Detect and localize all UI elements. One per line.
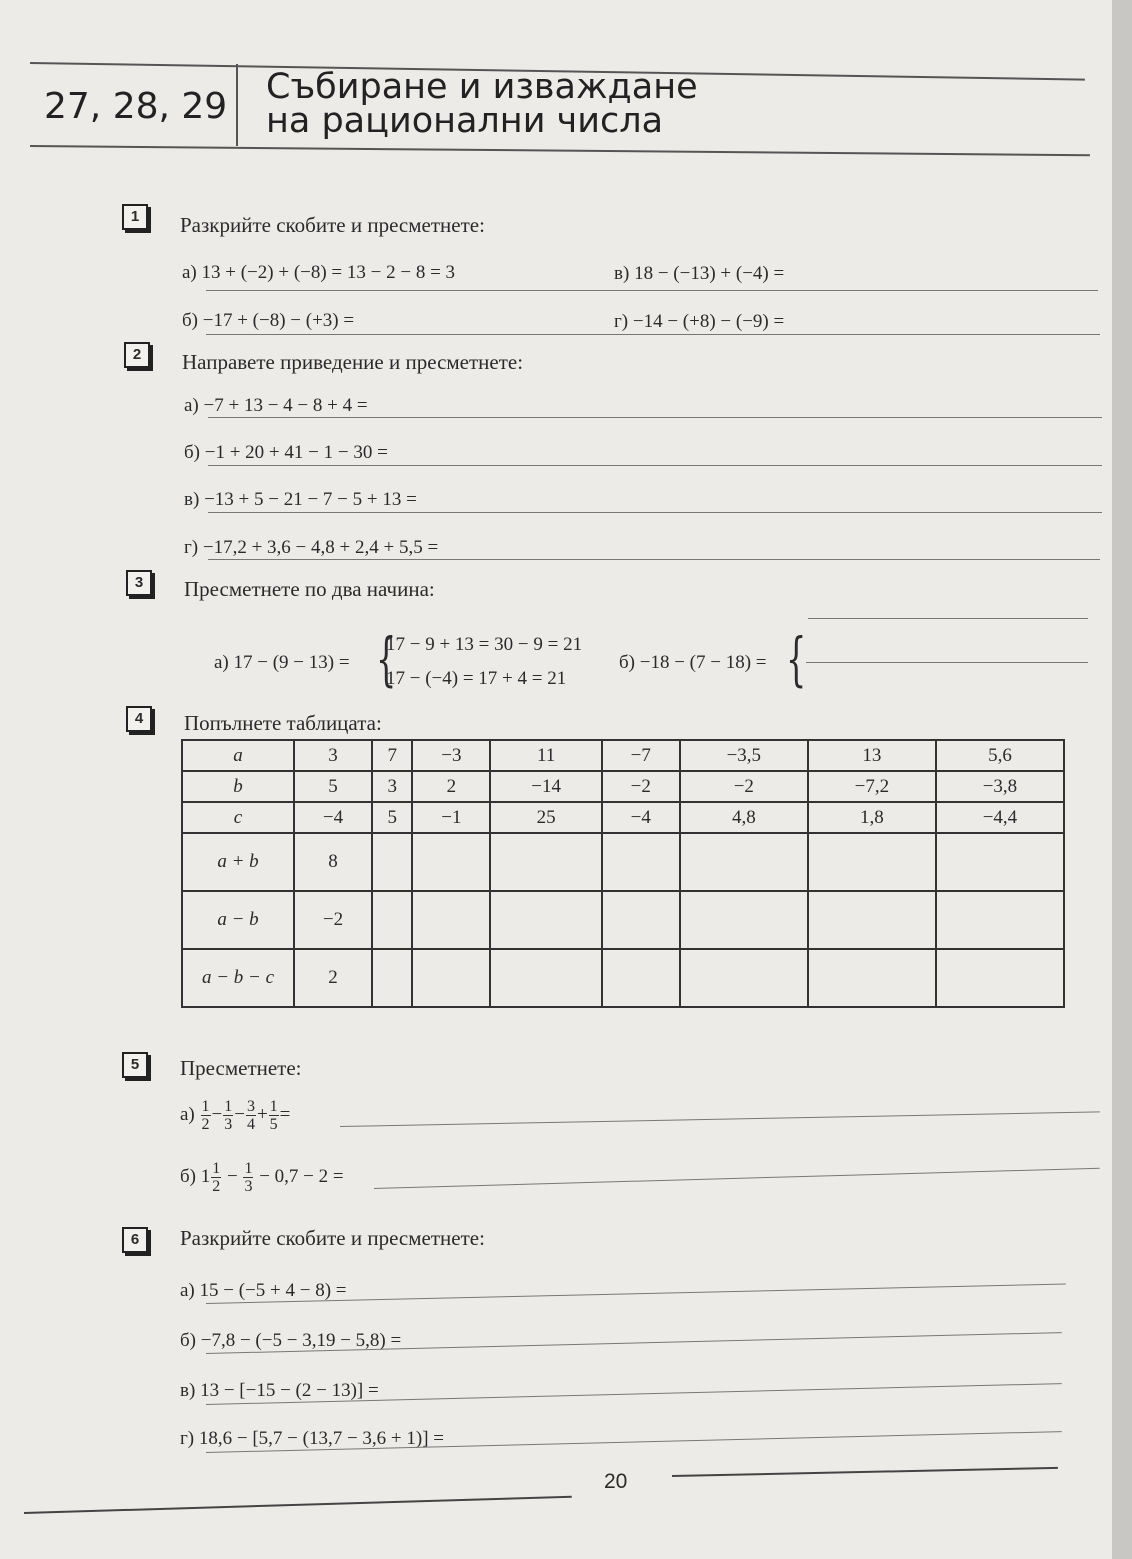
task-2-item-g: г) −17,2 + 3,6 − 4,8 + 2,4 + 5,5 = bbox=[184, 537, 439, 558]
task-5-item-a bbox=[180, 1098, 290, 1133]
empty-cell[interactable] bbox=[412, 833, 490, 891]
table-cell: −3 bbox=[412, 740, 490, 771]
answer-line bbox=[206, 334, 1100, 335]
answer-line bbox=[806, 662, 1088, 663]
fraction: $\frac{1}{2}$ bbox=[212, 1160, 221, 1195]
task-1-item-v: в) 18 − (−13) + (−4) = bbox=[614, 263, 785, 284]
row-label: a − b bbox=[182, 891, 294, 949]
left-brace: { bbox=[376, 625, 397, 693]
answer-line bbox=[208, 465, 1102, 466]
fraction: $\frac{3}{4}$ bbox=[246, 1098, 255, 1133]
operator: − bbox=[234, 1103, 245, 1125]
table-cell: 25 bbox=[490, 802, 601, 833]
table-cell: −7 bbox=[602, 740, 680, 771]
task-6-item-g: г) 18,6 − [5,7 − (13,7 − 3,6 + 1)] = bbox=[180, 1428, 445, 1449]
lesson-title bbox=[266, 67, 698, 141]
task-5-number: 5 bbox=[122, 1052, 148, 1078]
operator: + bbox=[256, 1103, 268, 1125]
task-6-number: 6 bbox=[122, 1227, 148, 1253]
item-label: а) bbox=[180, 1103, 195, 1125]
empty-cell[interactable] bbox=[602, 891, 680, 949]
table-cell: −3,8 bbox=[936, 771, 1064, 802]
fraction: $\frac{1}{5}$ bbox=[269, 1098, 278, 1133]
task-2-item-a: а) −7 + 13 − 4 − 8 + 4 = bbox=[184, 395, 368, 416]
table-cell: −14 bbox=[490, 771, 601, 802]
table-cell: 13 bbox=[808, 740, 936, 771]
table-cell: −4 bbox=[602, 802, 680, 833]
row-label: c bbox=[182, 802, 294, 833]
task-2-item-v: в) −13 + 5 − 21 − 7 − 5 + 13 = bbox=[184, 489, 417, 510]
table-cell: 11 bbox=[490, 740, 601, 771]
row-label: a − b − c bbox=[182, 949, 294, 1007]
table-cell: −2 bbox=[294, 891, 372, 949]
table-row bbox=[182, 771, 1064, 802]
table-row bbox=[182, 740, 1064, 771]
task-3-item-a: а) 17 − (9 − 13) = bbox=[214, 652, 350, 673]
empty-cell[interactable] bbox=[936, 891, 1064, 949]
page-edge bbox=[1112, 0, 1132, 1559]
task-3-title: Пресметнете по два начина: bbox=[184, 577, 435, 601]
task-3-item-b: б) −18 − (7 − 18) = bbox=[619, 652, 767, 673]
task-3-number: 3 bbox=[126, 570, 152, 596]
task-6-title: Разкрийте скобите и пресметнете: bbox=[180, 1226, 485, 1250]
table-row bbox=[182, 949, 1064, 1007]
table-cell: 3 bbox=[372, 771, 412, 802]
table-cell: 5 bbox=[294, 771, 372, 802]
table-cell: 1,8 bbox=[808, 802, 936, 833]
answer-line bbox=[808, 618, 1088, 619]
empty-cell[interactable] bbox=[372, 833, 412, 891]
empty-cell[interactable] bbox=[490, 949, 601, 1007]
answer-line bbox=[208, 417, 1102, 418]
table-cell: −7,2 bbox=[808, 771, 936, 802]
lesson-title-line2: на рационални числа bbox=[266, 101, 664, 141]
table-cell: 2 bbox=[294, 949, 372, 1007]
empty-cell[interactable] bbox=[412, 891, 490, 949]
lesson-title-line1: Събиране и изваждане bbox=[266, 67, 698, 107]
table-row bbox=[182, 891, 1064, 949]
task-2-item-b: б) −1 + 20 + 41 − 1 − 30 = bbox=[184, 442, 388, 463]
header-separator bbox=[236, 64, 238, 146]
operator: − bbox=[211, 1103, 223, 1125]
table-cell: −2 bbox=[602, 771, 680, 802]
table-cell: 8 bbox=[294, 833, 372, 891]
task-1-title: Разкрийте скобите и пресметнете: bbox=[180, 213, 485, 237]
empty-cell[interactable] bbox=[372, 949, 412, 1007]
empty-cell[interactable] bbox=[490, 891, 601, 949]
answer-line bbox=[206, 290, 1098, 291]
table-cell: 4,8 bbox=[680, 802, 808, 833]
table-cell: −1 bbox=[412, 802, 490, 833]
table-cell: −4 bbox=[294, 802, 372, 833]
row-label: a bbox=[182, 740, 294, 771]
empty-cell[interactable] bbox=[808, 949, 936, 1007]
task-2-title: Направете приведение и пресметнете: bbox=[182, 350, 524, 374]
task-1-item-a: а) 13 + (−2) + (−8) = 13 − 2 − 8 = 3 bbox=[182, 262, 456, 283]
task-4-title: Попълнете таблицата: bbox=[184, 711, 382, 735]
task-2-number: 2 bbox=[124, 342, 150, 368]
empty-cell[interactable] bbox=[490, 833, 601, 891]
empty-cell[interactable] bbox=[936, 833, 1064, 891]
task-6-item-v: в) 13 − [−15 − (2 − 13)] = bbox=[180, 1380, 379, 1401]
empty-cell[interactable] bbox=[680, 949, 808, 1007]
table-cell: 3 bbox=[294, 740, 372, 771]
empty-cell[interactable] bbox=[602, 833, 680, 891]
task-6-item-a: а) 15 − (−5 + 4 − 8) = bbox=[180, 1280, 347, 1301]
empty-cell[interactable] bbox=[602, 949, 680, 1007]
table-row bbox=[182, 833, 1064, 891]
empty-cell[interactable] bbox=[680, 891, 808, 949]
row-label: a + b bbox=[182, 833, 294, 891]
answer-line bbox=[208, 559, 1100, 560]
page-number: 20 bbox=[604, 1470, 628, 1493]
table-cell: −4,4 bbox=[936, 802, 1064, 833]
empty-cell[interactable] bbox=[808, 833, 936, 891]
task-1-item-b: б) −17 + (−8) − (+3) = bbox=[182, 310, 355, 331]
task-5-item-b: б) 1 $\frac{1}{2}$ − $\frac{1}{3}$ − 0,7 − 2 = bbox=[180, 1160, 344, 1195]
task-4-number: 4 bbox=[126, 706, 152, 732]
empty-cell[interactable] bbox=[936, 949, 1064, 1007]
empty-cell[interactable] bbox=[680, 833, 808, 891]
values-table bbox=[181, 739, 1065, 1008]
table-row bbox=[182, 802, 1064, 833]
task-5-title: Пресметнете: bbox=[180, 1056, 302, 1080]
task-3-way-1: 17 − 9 + 13 = 30 − 9 = 21 bbox=[386, 634, 583, 655]
left-brace: { bbox=[786, 625, 807, 693]
task-6-item-b: б) −7,8 − (−5 − 3,19 − 5,8) = bbox=[180, 1330, 402, 1351]
empty-cell[interactable] bbox=[372, 891, 412, 949]
answer-line bbox=[208, 512, 1102, 513]
table-cell: 5 bbox=[372, 802, 412, 833]
lesson-numbers: 27, 28, 29 bbox=[44, 86, 228, 127]
task-1-item-g: г) −14 − (+8) − (−9) = bbox=[614, 311, 785, 332]
empty-cell[interactable] bbox=[412, 949, 490, 1007]
task-1-number: 1 bbox=[122, 204, 148, 230]
table-cell: −3,5 bbox=[680, 740, 808, 771]
row-label: b bbox=[182, 771, 294, 802]
fraction: $\frac{1}{3}$ bbox=[224, 1098, 233, 1133]
table-cell: 7 bbox=[372, 740, 412, 771]
table-cell: 2 bbox=[412, 771, 490, 802]
table-cell: 5,6 bbox=[936, 740, 1064, 771]
equals-sign: = bbox=[279, 1103, 291, 1125]
fraction: $\frac{1}{3}$ bbox=[244, 1160, 253, 1195]
fraction: $\frac{1}{2}$ bbox=[201, 1098, 210, 1133]
empty-cell[interactable] bbox=[808, 891, 936, 949]
task-3-way-2: 17 − (−4) = 17 + 4 = 21 bbox=[386, 668, 567, 689]
table-cell: −2 bbox=[680, 771, 808, 802]
